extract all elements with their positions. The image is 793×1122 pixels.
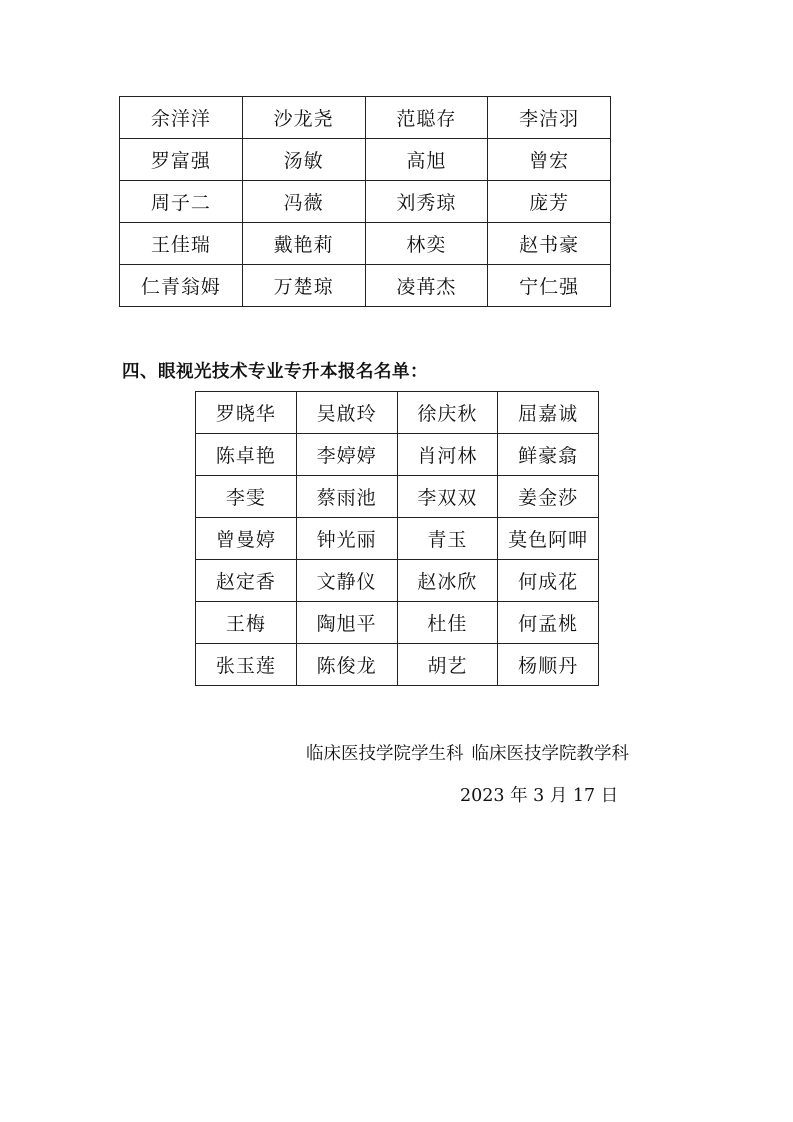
name-cell: 张玉莲 [196,644,297,686]
name-cell: 宁仁强 [488,265,611,307]
name-cell: 沙龙尧 [242,97,365,139]
name-cell: 庞芳 [488,181,611,223]
table-row [196,518,599,560]
name-cell: 鲜豪翕 [498,434,599,476]
table-row [196,560,599,602]
name-cell: 何孟桃 [498,602,599,644]
name-cell: 赵冰欣 [397,560,498,602]
name-cell: 李洁羽 [488,97,611,139]
name-cell: 高旭 [365,139,488,181]
section-heading-optometry: 四、眼视光技术专业专升本报名名单： [122,362,428,382]
table-row [120,223,611,265]
signature-dept-teaching: 临床医技学院教学科 [471,744,629,764]
name-cell: 徐庆秋 [397,392,498,434]
signature-line [306,740,629,765]
name-cell: 余洋洋 [120,97,243,139]
name-cell: 陶旭平 [296,602,397,644]
name-cell: 罗晓华 [196,392,297,434]
name-cell: 仁青翁姆 [120,265,243,307]
table-row [196,644,599,686]
name-cell: 屈嘉诚 [498,392,599,434]
name-cell: 钟光丽 [296,518,397,560]
table-row [196,392,599,434]
name-cell: 王梅 [196,602,297,644]
table-row [196,434,599,476]
name-cell: 杜佳 [397,602,498,644]
name-cell: 蔡雨池 [296,476,397,518]
name-cell: 冯薇 [242,181,365,223]
name-cell: 曾曼婷 [196,518,297,560]
name-cell: 曾宏 [488,139,611,181]
name-cell: 范聪存 [365,97,488,139]
name-cell: 赵书豪 [488,223,611,265]
signature-dept-student-affairs: 临床医技学院学生科 [306,744,464,764]
name-cell: 王佳瑞 [120,223,243,265]
name-cell: 李婷婷 [296,434,397,476]
name-cell: 陈卓艳 [196,434,297,476]
name-table-body [120,97,611,307]
name-table-optometry [195,391,599,686]
name-cell: 陈俊龙 [296,644,397,686]
name-cell: 肖河林 [397,434,498,476]
name-cell: 姜金莎 [498,476,599,518]
name-cell: 万楚琼 [242,265,365,307]
document-date: 2023 年 3 月 17 日 [460,786,619,806]
name-cell: 林奕 [365,223,488,265]
name-cell: 李雯 [196,476,297,518]
name-cell: 凌苒杰 [365,265,488,307]
name-cell: 吴啟玲 [296,392,397,434]
table-row [196,602,599,644]
table-row [120,139,611,181]
table-row [120,181,611,223]
name-table-body [196,392,599,686]
name-cell: 文静仪 [296,560,397,602]
table-row [196,476,599,518]
name-cell: 何成花 [498,560,599,602]
name-cell: 汤敏 [242,139,365,181]
name-cell: 刘秀琼 [365,181,488,223]
name-table-continued [119,96,611,307]
name-cell: 赵定香 [196,560,297,602]
name-cell: 罗富强 [120,139,243,181]
name-cell: 李双双 [397,476,498,518]
name-cell: 青玉 [397,518,498,560]
table-row [120,265,611,307]
name-cell: 戴艳莉 [242,223,365,265]
table-row [120,97,611,139]
name-cell: 杨顺丹 [498,644,599,686]
name-cell: 莫色阿呷 [498,518,599,560]
name-cell: 周子二 [120,181,243,223]
name-cell: 胡艺 [397,644,498,686]
